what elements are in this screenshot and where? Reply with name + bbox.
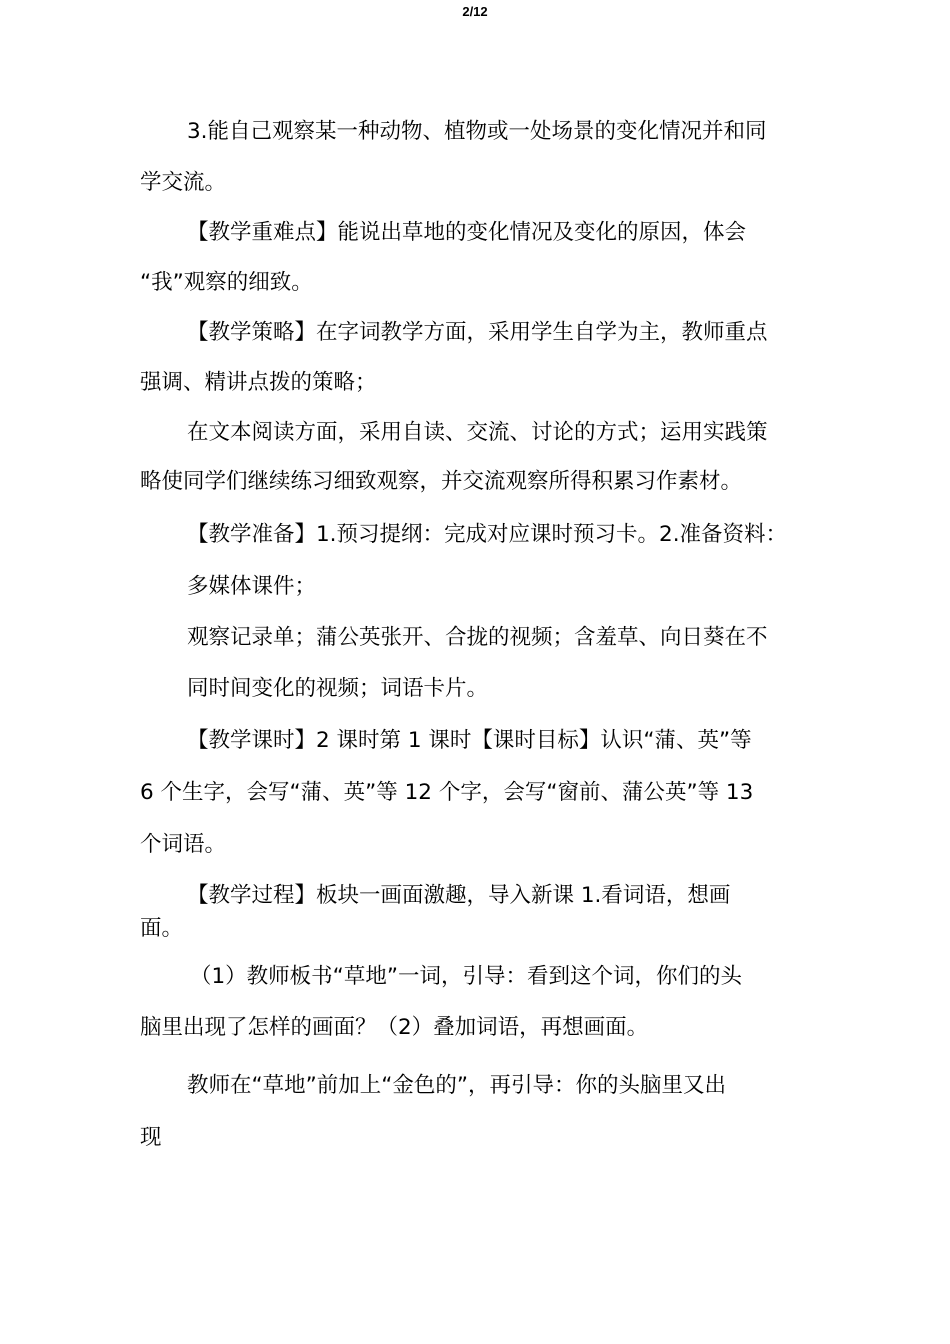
text-line: 6 个生字，会写“蒲、英”等 12 个字，会写“窗前、蒲公英”等 13 — [140, 780, 754, 805]
text-line: 【教学策略】在字词教学方面，采用学生自学为主，教师重点 — [187, 320, 768, 345]
text-line: “我”观察的细致。 — [140, 270, 313, 295]
text-line: 【教学重难点】能说出草地的变化情况及变化的原因，体会 — [187, 220, 747, 245]
text-line: 3.能自己观察某一种动物、植物或一处场景的变化情况并和同 — [187, 119, 767, 144]
text-line: 在文本阅读方面，采用自读、交流、讨论的方式；运用实践策 — [187, 420, 768, 445]
text-line: 现 — [140, 1125, 162, 1150]
text-line: 脑里出现了怎样的画面？（2）叠加词语，再想画面。 — [140, 1015, 649, 1040]
text-line: 【教学准备】1.预习提纲：完成对应课时预习卡。2.准备资料： — [187, 522, 788, 547]
text-line: 略使同学们继续练习细致观察，并交流观察所得积累习作素材。 — [140, 469, 743, 494]
text-line: 多媒体课件； — [187, 574, 317, 599]
text-line: 【教学过程】板块一画面激趣，导入新课 1.看词语，想画 — [187, 883, 731, 908]
text-line: 学交流。 — [140, 170, 227, 195]
text-line: 面。 — [140, 916, 184, 941]
text-line: 【教学课时】2 课时第 1 课时【课时目标】认识“蒲、英”等 — [187, 728, 752, 753]
text-line: 个词语。 — [140, 832, 227, 857]
text-line: 教师在“草地”前加上“金色的”，再引导：你的头脑里又出 — [187, 1073, 727, 1098]
text-line: （1）教师板书“草地”一词，引导：看到这个词，你们的头 — [190, 964, 742, 989]
text-line: 同时间变化的视频；词语卡片。 — [187, 676, 489, 701]
text-line: 观察记录单；蒲公英张开、合拢的视频；含羞草、向日葵在不 — [187, 625, 768, 650]
page-number: 2/12 — [462, 4, 488, 19]
text-line: 强调、精讲点拨的策略； — [140, 370, 377, 395]
